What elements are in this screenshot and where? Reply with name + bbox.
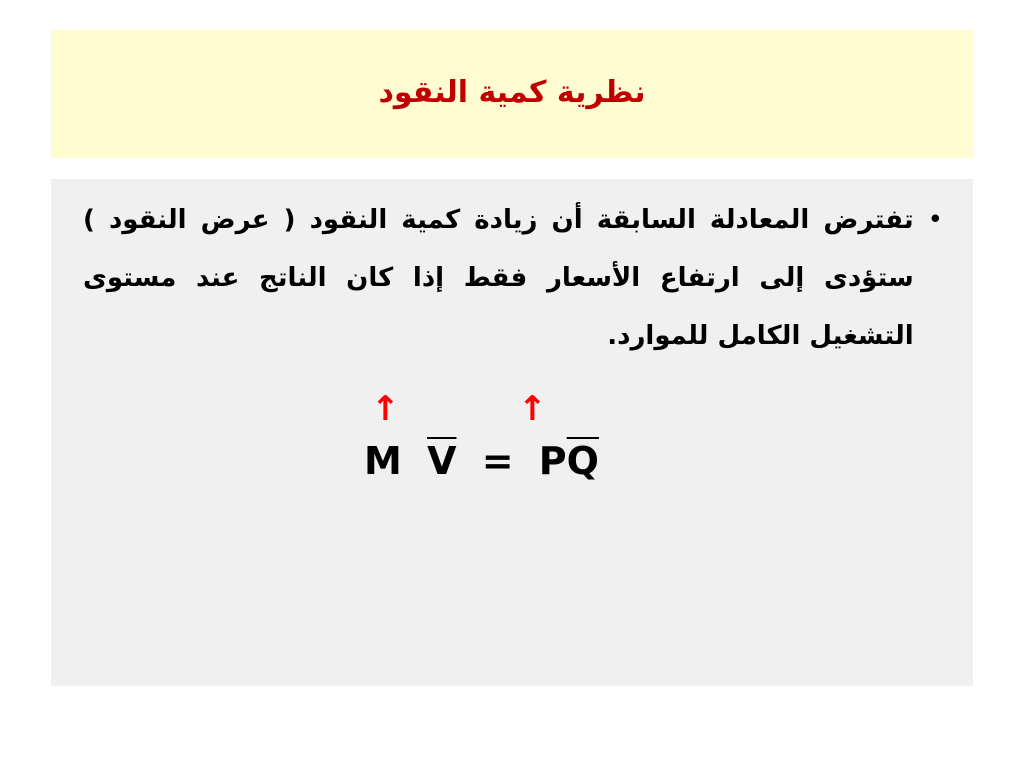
up-arrow-icon: ↑: [371, 389, 400, 429]
title-box: [51, 30, 973, 158]
equation-m: M: [364, 439, 402, 483]
bullet-item: [83, 191, 943, 365]
content-box: [51, 179, 973, 686]
bullet-marker: •: [927, 205, 943, 235]
equation-v: $\overline{V}$: [427, 439, 457, 483]
up-arrow-icon: ↑: [518, 389, 547, 429]
slide-title: نظرية كمية النقود: [378, 74, 646, 110]
bullet-text: تفترض المعادلة السابقة أن زيادة كمية النقود ( عرض النقود ) ستؤدى إلى ارتفاع الأسعار فقط إذا كان الناتج عند مستوى التشغيل الكامل للموارد.: [83, 205, 914, 351]
equation-q: $\overline{Q}$: [566, 439, 599, 483]
equation-equals: =: [481, 439, 514, 483]
equation-p: P: [538, 439, 567, 483]
quantity-theory-equation: [364, 439, 599, 483]
